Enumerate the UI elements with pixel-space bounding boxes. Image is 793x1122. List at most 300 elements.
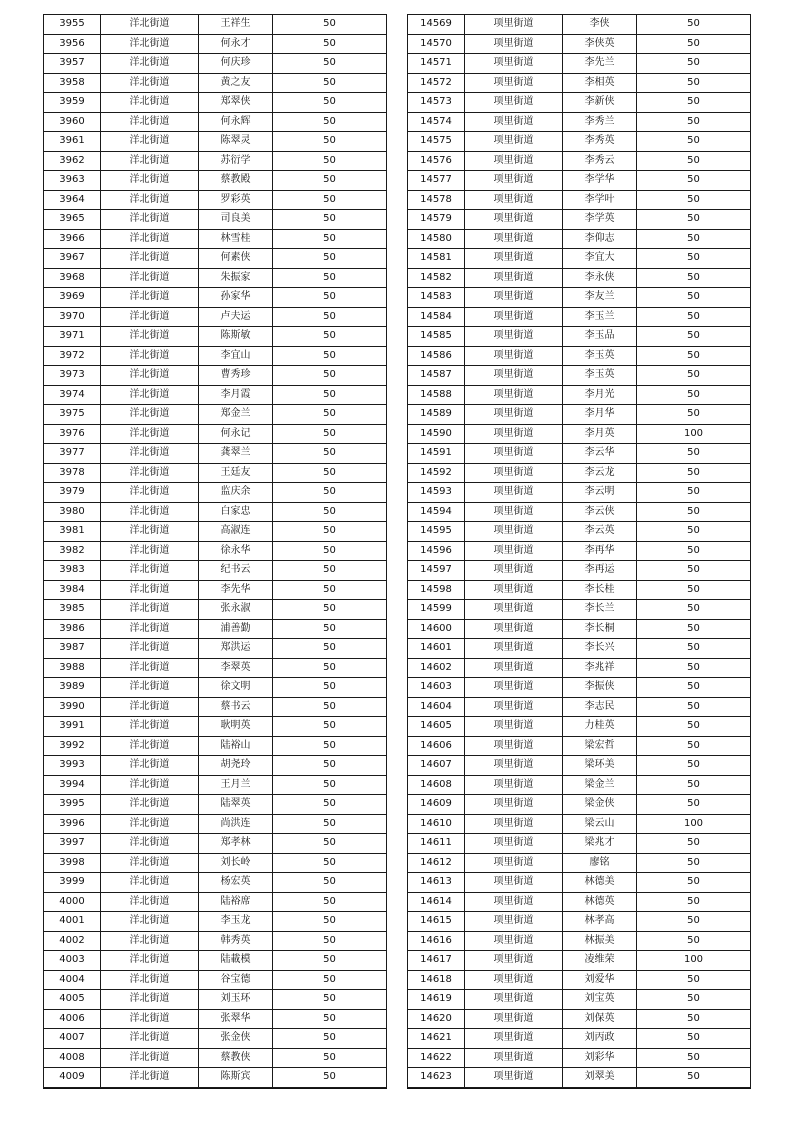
serial-number-cell: 14591 xyxy=(408,444,465,464)
amount-cell: 50 xyxy=(273,1009,387,1029)
subdistrict-cell: 洋北街道 xyxy=(101,112,199,132)
serial-number-cell: 14588 xyxy=(408,385,465,405)
serial-number-cell: 3971 xyxy=(44,327,101,347)
amount-cell: 50 xyxy=(637,210,751,230)
table-row xyxy=(408,366,751,386)
serial-number-cell: 3999 xyxy=(44,873,101,893)
table-row xyxy=(44,15,387,35)
amount-cell: 50 xyxy=(637,229,751,249)
amount-cell: 50 xyxy=(273,171,387,191)
name-cell: 苏衍学 xyxy=(199,151,273,171)
left-table xyxy=(43,14,387,1088)
name-cell: 尚洪连 xyxy=(199,814,273,834)
table-row xyxy=(44,775,387,795)
name-cell: 李新侠 xyxy=(563,93,637,113)
subdistrict-cell: 项里街道 xyxy=(465,619,563,639)
serial-number-cell: 3960 xyxy=(44,112,101,132)
table-row xyxy=(44,814,387,834)
subdistrict-cell: 洋北街道 xyxy=(101,1029,199,1049)
subdistrict-cell: 洋北街道 xyxy=(101,151,199,171)
table-row xyxy=(408,1068,751,1088)
amount-cell: 50 xyxy=(273,619,387,639)
serial-number-cell: 3983 xyxy=(44,561,101,581)
amount-cell: 50 xyxy=(637,561,751,581)
table-row xyxy=(408,970,751,990)
serial-number-cell: 4008 xyxy=(44,1048,101,1068)
table-row xyxy=(408,151,751,171)
subdistrict-cell: 项里街道 xyxy=(465,210,563,230)
subdistrict-cell: 洋北街道 xyxy=(101,54,199,74)
table-row xyxy=(44,951,387,971)
serial-number-cell: 14573 xyxy=(408,93,465,113)
subdistrict-cell: 项里街道 xyxy=(465,561,563,581)
amount-cell: 50 xyxy=(273,327,387,347)
serial-number-cell: 14585 xyxy=(408,327,465,347)
right-table xyxy=(407,14,751,1088)
subdistrict-cell: 洋北街道 xyxy=(101,951,199,971)
name-cell: 卢夫运 xyxy=(199,307,273,327)
serial-number-cell: 14581 xyxy=(408,249,465,269)
name-cell: 李志民 xyxy=(563,697,637,717)
serial-number-cell: 3978 xyxy=(44,463,101,483)
subdistrict-cell: 项里街道 xyxy=(465,268,563,288)
table-row xyxy=(408,502,751,522)
subdistrict-cell: 洋北街道 xyxy=(101,970,199,990)
serial-number-cell: 3981 xyxy=(44,522,101,542)
serial-number-cell: 14623 xyxy=(408,1068,465,1088)
name-cell: 谷宝德 xyxy=(199,970,273,990)
serial-number-cell: 14598 xyxy=(408,580,465,600)
name-cell: 徐永华 xyxy=(199,541,273,561)
name-cell: 白家忠 xyxy=(199,502,273,522)
subdistrict-cell: 项里街道 xyxy=(465,931,563,951)
table-row xyxy=(44,444,387,464)
subdistrict-cell: 项里街道 xyxy=(465,697,563,717)
name-cell: 郑孝林 xyxy=(199,834,273,854)
table-row xyxy=(408,814,751,834)
table-row xyxy=(44,502,387,522)
table-row xyxy=(408,307,751,327)
serial-number-cell: 14619 xyxy=(408,990,465,1010)
subdistrict-cell: 洋北街道 xyxy=(101,678,199,698)
serial-number-cell: 14610 xyxy=(408,814,465,834)
name-cell: 何永记 xyxy=(199,424,273,444)
subdistrict-cell: 洋北街道 xyxy=(101,1048,199,1068)
serial-number-cell: 14582 xyxy=(408,268,465,288)
amount-cell: 50 xyxy=(273,658,387,678)
name-cell: 韩秀英 xyxy=(199,931,273,951)
serial-number-cell: 14575 xyxy=(408,132,465,152)
subdistrict-cell: 洋北街道 xyxy=(101,892,199,912)
amount-cell: 50 xyxy=(273,385,387,405)
table-row xyxy=(408,463,751,483)
serial-number-cell: 14569 xyxy=(408,15,465,35)
subdistrict-cell: 洋北街道 xyxy=(101,658,199,678)
serial-number-cell: 14594 xyxy=(408,502,465,522)
table-row xyxy=(44,132,387,152)
serial-number-cell: 14580 xyxy=(408,229,465,249)
amount-cell: 50 xyxy=(637,1029,751,1049)
serial-number-cell: 3957 xyxy=(44,54,101,74)
serial-number-cell: 14595 xyxy=(408,522,465,542)
subdistrict-cell: 洋北街道 xyxy=(101,73,199,93)
subdistrict-cell: 洋北街道 xyxy=(101,307,199,327)
amount-cell: 50 xyxy=(637,73,751,93)
serial-number-cell: 14571 xyxy=(408,54,465,74)
subdistrict-cell: 洋北街道 xyxy=(101,405,199,425)
table-row xyxy=(44,229,387,249)
amount-cell: 50 xyxy=(637,268,751,288)
table-row xyxy=(44,795,387,815)
table-row xyxy=(44,697,387,717)
amount-cell: 50 xyxy=(637,853,751,873)
serial-number-cell: 14579 xyxy=(408,210,465,230)
name-cell: 朱振家 xyxy=(199,268,273,288)
amount-cell: 50 xyxy=(273,717,387,737)
name-cell: 李再运 xyxy=(563,561,637,581)
subdistrict-cell: 项里街道 xyxy=(465,385,563,405)
serial-number-cell: 14603 xyxy=(408,678,465,698)
subdistrict-cell: 洋北街道 xyxy=(101,15,199,35)
name-cell: 刘丙政 xyxy=(563,1029,637,1049)
amount-cell: 50 xyxy=(637,600,751,620)
table-row xyxy=(408,1029,751,1049)
serial-number-cell: 14602 xyxy=(408,658,465,678)
name-cell: 梁金侠 xyxy=(563,795,637,815)
name-cell: 郑洪运 xyxy=(199,639,273,659)
serial-number-cell: 14578 xyxy=(408,190,465,210)
amount-cell: 50 xyxy=(273,502,387,522)
table-row xyxy=(408,327,751,347)
amount-cell: 50 xyxy=(637,541,751,561)
subdistrict-cell: 项里街道 xyxy=(465,639,563,659)
table-row xyxy=(408,288,751,308)
serial-number-cell: 3991 xyxy=(44,717,101,737)
name-cell: 王祥生 xyxy=(199,15,273,35)
subdistrict-cell: 项里街道 xyxy=(465,288,563,308)
amount-cell: 50 xyxy=(273,366,387,386)
serial-number-cell: 3992 xyxy=(44,736,101,756)
subdistrict-cell: 洋北街道 xyxy=(101,288,199,308)
name-cell: 杨宏英 xyxy=(199,873,273,893)
table-row xyxy=(44,1068,387,1088)
table-row xyxy=(44,541,387,561)
amount-cell: 50 xyxy=(637,795,751,815)
amount-cell: 50 xyxy=(637,54,751,74)
subdistrict-cell: 洋北街道 xyxy=(101,795,199,815)
table-row xyxy=(44,600,387,620)
subdistrict-cell: 洋北街道 xyxy=(101,697,199,717)
amount-cell: 50 xyxy=(273,853,387,873)
subdistrict-cell: 洋北街道 xyxy=(101,775,199,795)
name-cell: 李玉英 xyxy=(563,346,637,366)
subdistrict-cell: 项里街道 xyxy=(465,1048,563,1068)
serial-number-cell: 14589 xyxy=(408,405,465,425)
table-row xyxy=(408,1048,751,1068)
table-row xyxy=(408,34,751,54)
table-row xyxy=(408,951,751,971)
name-cell: 王月兰 xyxy=(199,775,273,795)
serial-number-cell: 14590 xyxy=(408,424,465,444)
serial-number-cell: 3976 xyxy=(44,424,101,444)
subdistrict-cell: 项里街道 xyxy=(465,132,563,152)
subdistrict-cell: 洋北街道 xyxy=(101,424,199,444)
name-cell: 李月英 xyxy=(563,424,637,444)
subdistrict-cell: 项里街道 xyxy=(465,678,563,698)
subdistrict-cell: 项里街道 xyxy=(465,951,563,971)
table-row xyxy=(408,190,751,210)
subdistrict-cell: 项里街道 xyxy=(465,54,563,74)
subdistrict-cell: 项里街道 xyxy=(465,541,563,561)
table-row xyxy=(408,892,751,912)
name-cell: 李友兰 xyxy=(563,288,637,308)
serial-number-cell: 3988 xyxy=(44,658,101,678)
amount-cell: 50 xyxy=(637,522,751,542)
name-cell: 陆裕席 xyxy=(199,892,273,912)
serial-number-cell: 14593 xyxy=(408,483,465,503)
name-cell: 陆裕山 xyxy=(199,736,273,756)
amount-cell: 50 xyxy=(637,580,751,600)
amount-cell: 50 xyxy=(273,951,387,971)
amount-cell: 50 xyxy=(637,912,751,932)
serial-number-cell: 14606 xyxy=(408,736,465,756)
table-row xyxy=(408,639,751,659)
subdistrict-cell: 洋北街道 xyxy=(101,619,199,639)
table-row xyxy=(44,190,387,210)
name-cell: 监庆余 xyxy=(199,483,273,503)
name-cell: 李云侠 xyxy=(563,502,637,522)
subdistrict-cell: 项里街道 xyxy=(465,853,563,873)
table-row xyxy=(44,873,387,893)
amount-cell: 50 xyxy=(637,756,751,776)
subdistrict-cell: 洋北街道 xyxy=(101,600,199,620)
amount-cell: 50 xyxy=(637,444,751,464)
name-cell: 李秀英 xyxy=(563,132,637,152)
table-row xyxy=(408,73,751,93)
subdistrict-cell: 项里街道 xyxy=(465,912,563,932)
amount-cell: 50 xyxy=(273,249,387,269)
amount-cell: 50 xyxy=(273,151,387,171)
subdistrict-cell: 项里街道 xyxy=(465,73,563,93)
serial-number-cell: 3994 xyxy=(44,775,101,795)
amount-cell: 50 xyxy=(637,970,751,990)
amount-cell: 50 xyxy=(273,795,387,815)
name-cell: 王廷友 xyxy=(199,463,273,483)
serial-number-cell: 3964 xyxy=(44,190,101,210)
subdistrict-cell: 项里街道 xyxy=(465,580,563,600)
amount-cell: 50 xyxy=(273,580,387,600)
amount-cell: 50 xyxy=(273,132,387,152)
subdistrict-cell: 洋北街道 xyxy=(101,736,199,756)
amount-cell: 50 xyxy=(273,93,387,113)
table-row xyxy=(44,1029,387,1049)
table-row xyxy=(44,93,387,113)
name-cell: 李云龙 xyxy=(563,463,637,483)
amount-cell: 50 xyxy=(637,93,751,113)
subdistrict-cell: 项里街道 xyxy=(465,424,563,444)
amount-cell: 50 xyxy=(637,717,751,737)
amount-cell: 50 xyxy=(637,15,751,35)
serial-number-cell: 3956 xyxy=(44,34,101,54)
subdistrict-cell: 洋北街道 xyxy=(101,541,199,561)
amount-cell: 50 xyxy=(637,1048,751,1068)
name-cell: 孙家华 xyxy=(199,288,273,308)
amount-cell: 100 xyxy=(637,814,751,834)
name-cell: 何永辉 xyxy=(199,112,273,132)
table-row xyxy=(408,15,751,35)
amount-cell: 50 xyxy=(273,483,387,503)
subdistrict-cell: 项里街道 xyxy=(465,990,563,1010)
serial-number-cell: 3986 xyxy=(44,619,101,639)
name-cell: 李长桂 xyxy=(563,580,637,600)
subdistrict-cell: 洋北街道 xyxy=(101,873,199,893)
subdistrict-cell: 项里街道 xyxy=(465,112,563,132)
name-cell: 陈斯敏 xyxy=(199,327,273,347)
table-row xyxy=(408,541,751,561)
amount-cell: 50 xyxy=(637,892,751,912)
table-row xyxy=(44,34,387,54)
serial-number-cell: 14611 xyxy=(408,834,465,854)
subdistrict-cell: 项里街道 xyxy=(465,307,563,327)
subdistrict-cell: 洋北街道 xyxy=(101,93,199,113)
amount-cell: 50 xyxy=(637,990,751,1010)
name-cell: 林振美 xyxy=(563,931,637,951)
amount-cell: 50 xyxy=(273,54,387,74)
right-table-body xyxy=(408,15,751,1088)
name-cell: 耿明英 xyxy=(199,717,273,737)
name-cell: 刘翠美 xyxy=(563,1068,637,1088)
amount-cell: 50 xyxy=(637,736,751,756)
subdistrict-cell: 项里街道 xyxy=(465,34,563,54)
amount-cell: 50 xyxy=(273,990,387,1010)
name-cell: 李长桐 xyxy=(563,619,637,639)
serial-number-cell: 14576 xyxy=(408,151,465,171)
serial-number-cell: 3955 xyxy=(44,15,101,35)
name-cell: 刘长岭 xyxy=(199,853,273,873)
table-row xyxy=(408,717,751,737)
table-row xyxy=(408,54,751,74)
amount-cell: 50 xyxy=(273,73,387,93)
serial-number-cell: 14572 xyxy=(408,73,465,93)
amount-cell: 50 xyxy=(637,132,751,152)
name-cell: 李秀云 xyxy=(563,151,637,171)
serial-number-cell: 3975 xyxy=(44,405,101,425)
table-row xyxy=(44,756,387,776)
serial-number-cell: 3990 xyxy=(44,697,101,717)
name-cell: 蔡教殿 xyxy=(199,171,273,191)
subdistrict-cell: 洋北街道 xyxy=(101,483,199,503)
table-row xyxy=(408,483,751,503)
amount-cell: 50 xyxy=(637,151,751,171)
amount-cell: 50 xyxy=(637,483,751,503)
subdistrict-cell: 项里街道 xyxy=(465,444,563,464)
name-cell: 刘宝英 xyxy=(563,990,637,1010)
amount-cell: 50 xyxy=(637,307,751,327)
table-row xyxy=(44,736,387,756)
amount-cell: 50 xyxy=(273,834,387,854)
serial-number-cell: 14583 xyxy=(408,288,465,308)
serial-number-cell: 3996 xyxy=(44,814,101,834)
subdistrict-cell: 项里街道 xyxy=(465,249,563,269)
name-cell: 林孝高 xyxy=(563,912,637,932)
name-cell: 李先华 xyxy=(199,580,273,600)
serial-number-cell: 3965 xyxy=(44,210,101,230)
name-cell: 徐文明 xyxy=(199,678,273,698)
amount-cell: 50 xyxy=(637,873,751,893)
subdistrict-cell: 洋北街道 xyxy=(101,190,199,210)
amount-cell: 50 xyxy=(273,970,387,990)
name-cell: 曹秀珍 xyxy=(199,366,273,386)
table-row xyxy=(408,658,751,678)
name-cell: 李玉品 xyxy=(563,327,637,347)
amount-cell: 50 xyxy=(637,346,751,366)
name-cell: 梁环美 xyxy=(563,756,637,776)
serial-number-cell: 3962 xyxy=(44,151,101,171)
subdistrict-cell: 洋北街道 xyxy=(101,366,199,386)
subdistrict-cell: 洋北街道 xyxy=(101,990,199,1010)
name-cell: 浦善勤 xyxy=(199,619,273,639)
table-row xyxy=(44,990,387,1010)
amount-cell: 100 xyxy=(637,424,751,444)
name-cell: 何素侠 xyxy=(199,249,273,269)
name-cell: 力桂英 xyxy=(563,717,637,737)
serial-number-cell: 14592 xyxy=(408,463,465,483)
amount-cell: 50 xyxy=(637,385,751,405)
amount-cell: 50 xyxy=(637,463,751,483)
serial-number-cell: 3968 xyxy=(44,268,101,288)
serial-number-cell: 3997 xyxy=(44,834,101,854)
name-cell: 李永侠 xyxy=(563,268,637,288)
serial-number-cell: 3974 xyxy=(44,385,101,405)
table-row xyxy=(44,268,387,288)
amount-cell: 50 xyxy=(637,288,751,308)
serial-number-cell: 14609 xyxy=(408,795,465,815)
subdistrict-cell: 洋北街道 xyxy=(101,249,199,269)
amount-cell: 50 xyxy=(273,405,387,425)
subdistrict-cell: 项里街道 xyxy=(465,970,563,990)
table-row xyxy=(44,112,387,132)
table-row xyxy=(408,736,751,756)
name-cell: 陈翠灵 xyxy=(199,132,273,152)
subdistrict-cell: 项里街道 xyxy=(465,717,563,737)
amount-cell: 50 xyxy=(273,444,387,464)
amount-cell: 50 xyxy=(273,814,387,834)
amount-cell: 50 xyxy=(273,639,387,659)
table-row xyxy=(44,580,387,600)
subdistrict-cell: 项里街道 xyxy=(465,502,563,522)
table-row xyxy=(408,990,751,1010)
amount-cell: 50 xyxy=(273,541,387,561)
serial-number-cell: 14618 xyxy=(408,970,465,990)
serial-number-cell: 3980 xyxy=(44,502,101,522)
table-row xyxy=(44,327,387,347)
table-row xyxy=(44,288,387,308)
subdistrict-cell: 洋北街道 xyxy=(101,1009,199,1029)
name-cell: 高淑连 xyxy=(199,522,273,542)
subdistrict-cell: 洋北街道 xyxy=(101,580,199,600)
amount-cell: 50 xyxy=(273,190,387,210)
serial-number-cell: 3987 xyxy=(44,639,101,659)
table-row xyxy=(44,307,387,327)
table-row xyxy=(408,873,751,893)
subdistrict-cell: 洋北街道 xyxy=(101,1068,199,1088)
serial-number-cell: 4002 xyxy=(44,931,101,951)
name-cell: 李兆祥 xyxy=(563,658,637,678)
table-row xyxy=(44,405,387,425)
subdistrict-cell: 洋北街道 xyxy=(101,444,199,464)
amount-cell: 100 xyxy=(637,951,751,971)
serial-number-cell: 14574 xyxy=(408,112,465,132)
